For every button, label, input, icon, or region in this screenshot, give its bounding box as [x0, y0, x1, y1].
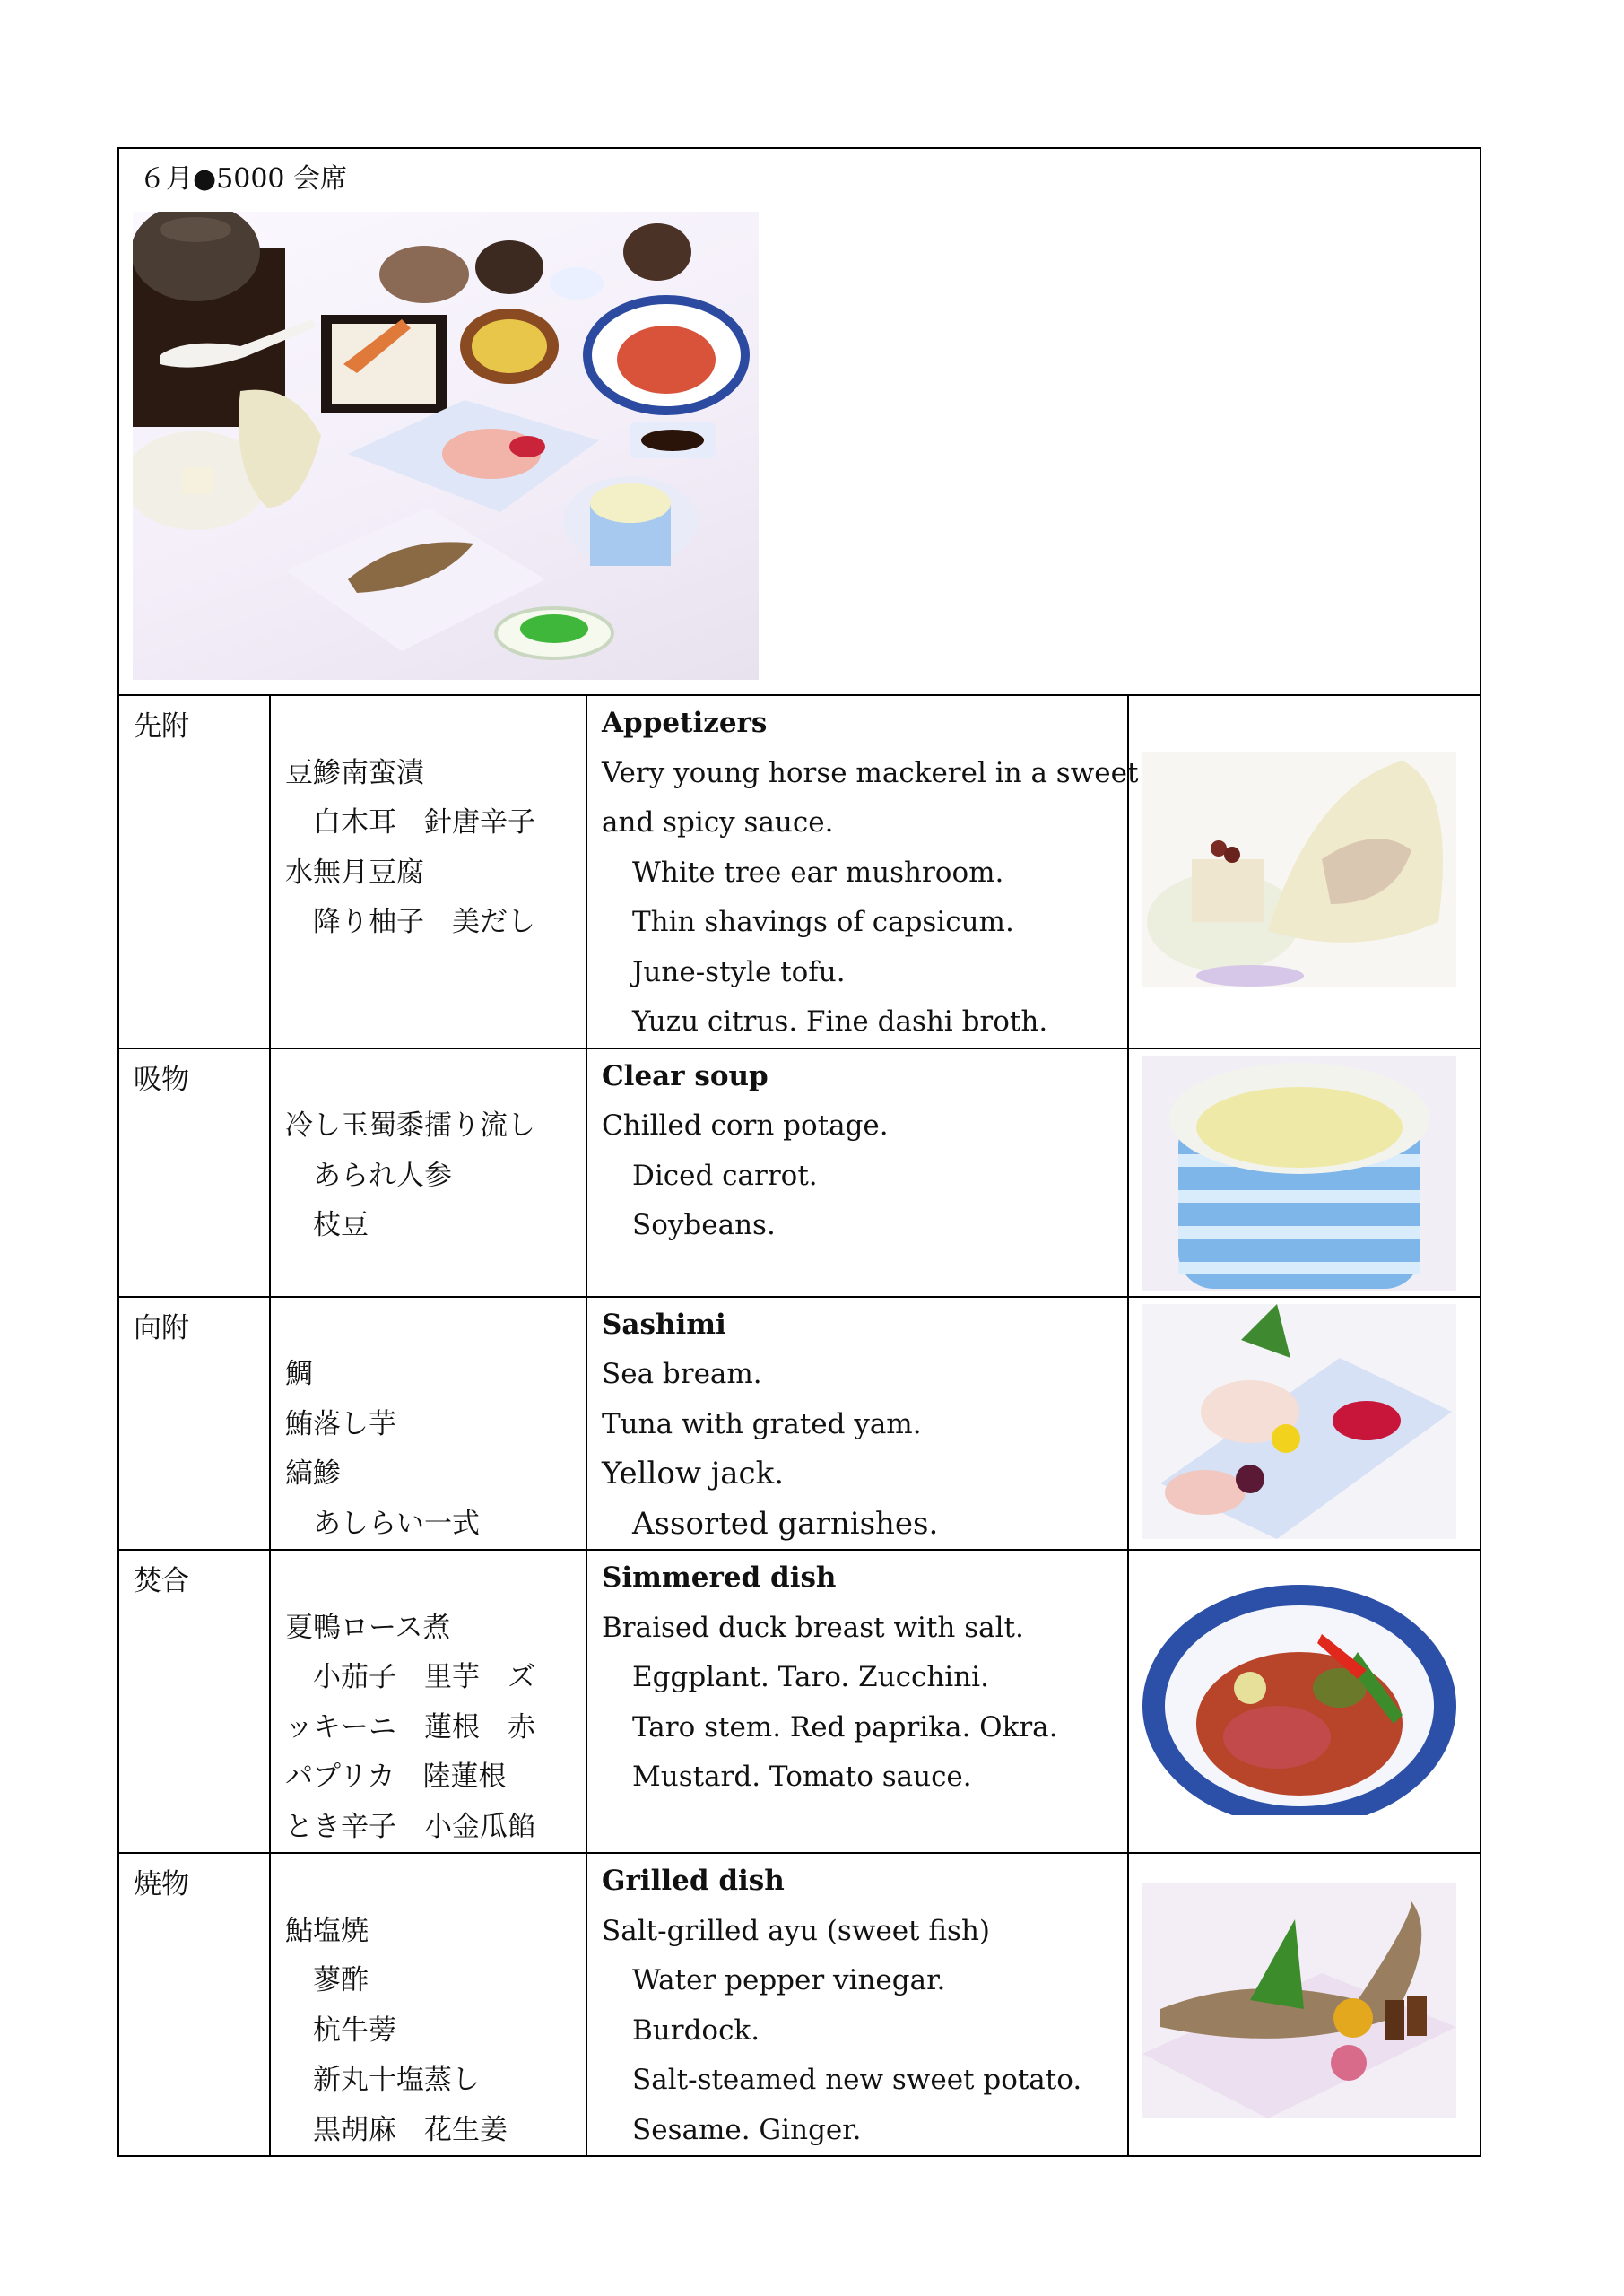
en-item: Yuzu citrus. Fine dashi broth.: [632, 1005, 1048, 1038]
en-item: Sesame. Ginger.: [632, 2113, 862, 2146]
en-item: Assorted garnishes.: [632, 1505, 939, 1542]
en-course-title: Clear soup: [602, 1059, 769, 1092]
course-row-sashimi: [118, 1297, 1481, 1551]
jp-item: 杭牛蒡: [285, 2013, 396, 2047]
jp-items: [270, 1297, 586, 1551]
jp-item: 縞鯵: [285, 1457, 341, 1490]
clear-soup-photo: [1142, 1056, 1456, 1291]
jp-item: あしらい一式: [285, 1507, 480, 1540]
en-item: Very young horse mackerel in a sweet: [602, 756, 1139, 789]
course-name: 焼物: [118, 1853, 270, 2156]
menu-header: [118, 148, 1481, 695]
grilled-dish-photo: [1142, 1883, 1456, 2118]
en-course-title: Sashimi: [602, 1308, 726, 1341]
jp-items: [270, 1550, 586, 1853]
en-item: Burdock.: [632, 2013, 760, 2047]
course-name: 吸物: [118, 1048, 270, 1297]
jp-item: 白木耳 針唐辛子: [285, 806, 535, 839]
jp-item: パプリカ 陸蓮根: [285, 1761, 507, 1793]
en-item: Taro stem. Red paprika. Okra.: [632, 1710, 1058, 1744]
jp-items: [270, 1048, 586, 1297]
jp-item: 蓼酢: [285, 1964, 369, 1996]
jp-item: あられ人参: [285, 1159, 452, 1192]
en-course-title: Simmered dish: [602, 1561, 837, 1594]
en-item: Thin shavings of capsicum.: [632, 906, 1014, 938]
menu-table: [117, 147, 1481, 2157]
en-item: Salt-grilled ayu (sweet fish): [602, 1914, 991, 1947]
en-item: Tuna with grated yam.: [602, 1407, 922, 1440]
course-row-grilled: [118, 1853, 1481, 2156]
jp-items: [270, 1853, 586, 2156]
jp-item: 黒胡麻 花生姜: [285, 2113, 508, 2146]
photo-cell: [1128, 1048, 1481, 1297]
photo-cell: [1128, 1853, 1481, 2156]
course-row-appetizers: [118, 695, 1481, 1048]
jp-item: 鯛: [285, 1358, 313, 1390]
jp-item: 小茄子 里芋 ズ: [285, 1661, 535, 1693]
jp-item: 鮎塩焼: [285, 1914, 369, 1947]
course-row-simmered: [118, 1550, 1481, 1853]
menu-title: ６月●5000 会席: [139, 163, 348, 195]
jp-item: とき辛子 小金瓜餡: [285, 1810, 535, 1843]
en-item: Diced carrot.: [632, 1159, 818, 1192]
jp-item: 枝豆: [285, 1209, 369, 1241]
photo-cell: [1128, 1550, 1481, 1853]
course-row-clear-soup: [118, 1048, 1481, 1297]
en-item: Yellow jack.: [602, 1456, 785, 1492]
jp-item: 水無月豆腐: [285, 856, 424, 889]
appetizer-photo: [1142, 752, 1456, 987]
en-items: [586, 1550, 1128, 1853]
sashimi-photo: [1142, 1304, 1456, 1539]
en-items: [586, 695, 1139, 1048]
course-name: 向附: [118, 1297, 270, 1551]
jp-item: 新丸十塩蒸し: [285, 2064, 480, 2096]
en-item: Soybeans.: [632, 1209, 776, 1241]
en-item: June-style tofu.: [632, 955, 846, 988]
course-name: 先附: [118, 695, 270, 1048]
en-item: Mustard. Tomato sauce.: [632, 1761, 972, 1793]
en-item: Sea bream.: [602, 1358, 762, 1390]
en-course-title: Grilled dish: [602, 1865, 785, 1897]
jp-item: ッキーニ 蓮根 赤: [285, 1710, 535, 1744]
en-items: [586, 1297, 1128, 1551]
jp-item: 冷し玉蜀黍擂り流し: [285, 1109, 535, 1142]
jp-item: 豆鯵南蛮漬: [285, 756, 424, 789]
en-item: Salt-steamed new sweet potato.: [632, 2064, 1082, 2096]
jp-item: 鮪落し芋: [285, 1407, 396, 1440]
en-item: White tree ear mushroom.: [632, 856, 1004, 889]
en-items: [586, 1048, 1128, 1297]
photo-cell: [1128, 1297, 1481, 1551]
jp-item: 降り柚子 美だし: [285, 906, 535, 938]
en-item: Water pepper vinegar.: [632, 1964, 946, 1996]
jp-items: [270, 695, 586, 1048]
en-item: Chilled corn potage.: [602, 1109, 889, 1142]
photo-cell: [1128, 695, 1481, 1048]
course-name: 焚合: [118, 1550, 270, 1853]
en-item: and spicy sauce.: [602, 806, 834, 839]
en-item: Eggplant. Taro. Zucchini.: [632, 1661, 989, 1693]
en-item: Braised duck breast with salt.: [602, 1611, 1024, 1644]
en-items: [586, 1853, 1128, 2156]
full-course-photo: [133, 212, 759, 680]
simmered-dish-photo: [1142, 1580, 1456, 1815]
en-course-title: Appetizers: [602, 707, 768, 739]
jp-item: 夏鴨ロース煮: [285, 1611, 451, 1644]
